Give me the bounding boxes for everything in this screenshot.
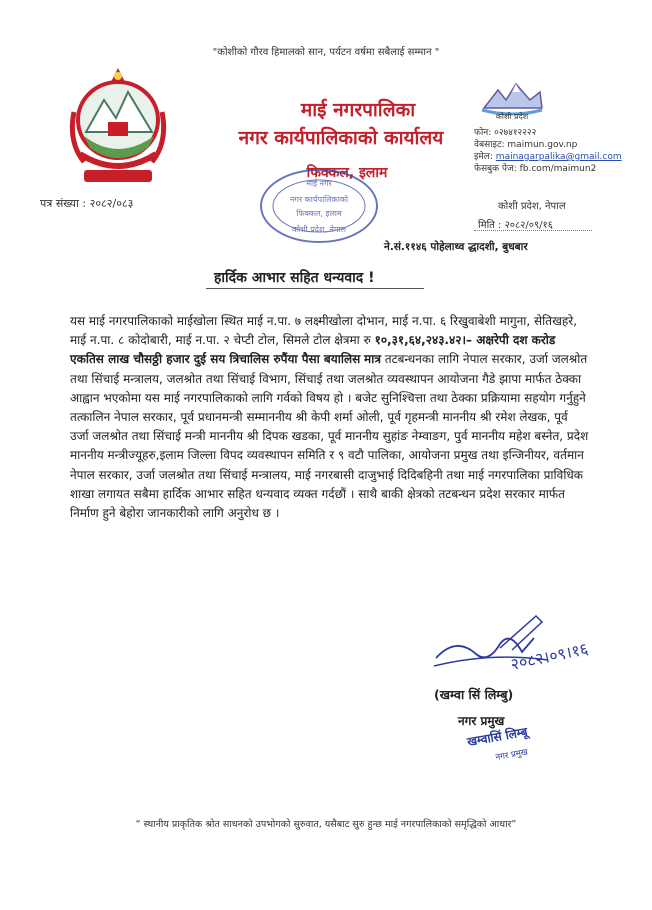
stamp-line1: माई नगर bbox=[306, 179, 332, 188]
footer-slogan: “ स्थानीय प्राकृतिक श्रोत साधनको उपभोगको सुरुवात, यसैबाट सुरु हुन्छ माई नगरपालिकाको समृद्धिको आधार” bbox=[135, 819, 517, 830]
province-logo-caption: कोशी प्रदेश bbox=[495, 112, 529, 121]
signatory-name: (खम्वा सिं लिम्बु) bbox=[434, 687, 514, 702]
stamp-line4: कोशी प्रदेश, नेपाल bbox=[291, 225, 347, 234]
body-text-1: यस माई नगरपालिकाको माईखोला स्थित माई न.पा. ७ लक्ष्मीखोला दोभान, माई न.पा. ६ रिखुवाबेशी मागुना, सेतिखहरे, माई न.पा. ८ कोदोबारी, माई न.पा. २ चेप्टी टोल, सिमले टोल क्षेत्रमा रु bbox=[70, 314, 578, 348]
reference-number: पत्र संख्या : २०८२/०८३ bbox=[40, 197, 134, 210]
letterhead-motto: "कोशीको गौरव हिमालको सान, पर्यटन वर्षमा सबैलाई सम्मान " bbox=[212, 47, 440, 58]
amount-in-words: १०,३१,६४,२४३.४२।– अक्षरेपी दश करोड एकतिस लाख चौसठ्ठी हजार दुई सय त्रिचालिस रुपैंया पैसा बयालिस bbox=[70, 333, 556, 367]
body-bold-only: मात्र bbox=[364, 352, 381, 367]
body-text-2: तटबन्धनका लागि नेपाल सरकार, उर्जा जलश्रोत तथा सिंचाई मन्त्रालय, जलश्रोत तथा सिंचाई विभाग, सिंचाई तथा जलश्रोत व्यवस्थापन आयोजना गैडे झापा मार्फत ठेक्का आह्वान भएकोमा यस माई नगरपालिकाको लागि गर्वको विषय हो । बजेट सुनिश्चित्ता तथा ठेक्का प्रक्रियामा सहयोग गर्नुहुने तत्कालिन नेपाल सरकार, पूर्व प्रधानमन्त्री सम्माननीय श्री केपी शर्मा ओली, पूर्व गृहमन्त्री माननीय श्री रमेश लेखक, पूर्व उर्जा जलश्रोत तथा सिंचाई मन्त्री माननीय श्री दिपक खडका, पूर्व माननीय सुहांङ नेम्वाङग, पुर्व माननीय महेश बस्नेत, प्रदेश माननीय मन्त्रीज्यूहरु,इलाम जिल्ला विपद व्यवस्थापन समिति र ९ वटौ पालिका, आयोजना प्रमुख तथा इन्जिनीयर, वर्तमान नेपाल सरकार, उर्जा जलश्रोत तथा सिंचाई मन्त्रालय, माई नगरबासी दाजुभाई दिदिबहिनी तथा माई नगरपालिका प्राविधिक शाखा लगायत सबैमा हार्दिक आभार सहित धन्यवाद व्यक्त गर्दछौं । साथै बाकी क्षेत्रको तटबन्धन प्रदेश सरकार मार्फत निर्माण हुने बेहोरा जानकारीको लागि अनुरोध छ । bbox=[70, 352, 589, 521]
letter-body bbox=[70, 312, 590, 523]
contact-email-label: इमेल: bbox=[474, 152, 496, 162]
contact-email-link[interactable]: mainagarpalika@gmail.com bbox=[495, 152, 622, 162]
letter-heading: हार्दिक आभार सहित धन्यवाद ! bbox=[214, 270, 375, 286]
office-location: फिक्कल, इलाम bbox=[306, 165, 388, 181]
contact-website[interactable]: वेबसाइट: maimun.gov.np bbox=[474, 140, 578, 150]
mayor-name-stamp bbox=[462, 716, 592, 768]
nepal-sambat-date: ने.सं.११४६ पोहेलाथ्व द्धादशी, बुधबार bbox=[384, 241, 528, 253]
nepal-emblem-icon bbox=[62, 62, 174, 192]
municipality-name: माई नगरपालिका bbox=[300, 99, 416, 121]
handwritten-date: २०८२।०९।१६ bbox=[508, 638, 590, 674]
handwritten-signature bbox=[430, 608, 640, 683]
contact-phone: फोन: ०२७४१२२२२ bbox=[474, 128, 537, 138]
province-address: कोशी प्रदेश, नेपाल bbox=[498, 201, 566, 212]
signatory-role: नगर प्रमुख bbox=[458, 714, 505, 728]
office-stamp-icon bbox=[258, 166, 380, 246]
body-paragraph bbox=[70, 312, 590, 523]
stamp-mayor-role: नगर प्रमुख bbox=[494, 747, 529, 763]
office-name: नगर कार्यपालिकाको कार्यालय bbox=[238, 127, 444, 149]
date-underline bbox=[474, 230, 592, 231]
stamp-line3: फिक्कल, इलाम bbox=[296, 209, 342, 218]
contact-email bbox=[474, 152, 622, 163]
heading-underline bbox=[206, 288, 424, 289]
stamp-mayor-name: खम्वासिं लिम्बू bbox=[466, 724, 529, 749]
stamp-line2: नगर कार्यपालिकाको bbox=[289, 195, 349, 204]
letter-date: मिति : २०८२/०९/१६ bbox=[478, 220, 553, 231]
contact-facebook[interactable]: फेसबुक पेज: fb.com/maimun2 bbox=[474, 164, 597, 174]
